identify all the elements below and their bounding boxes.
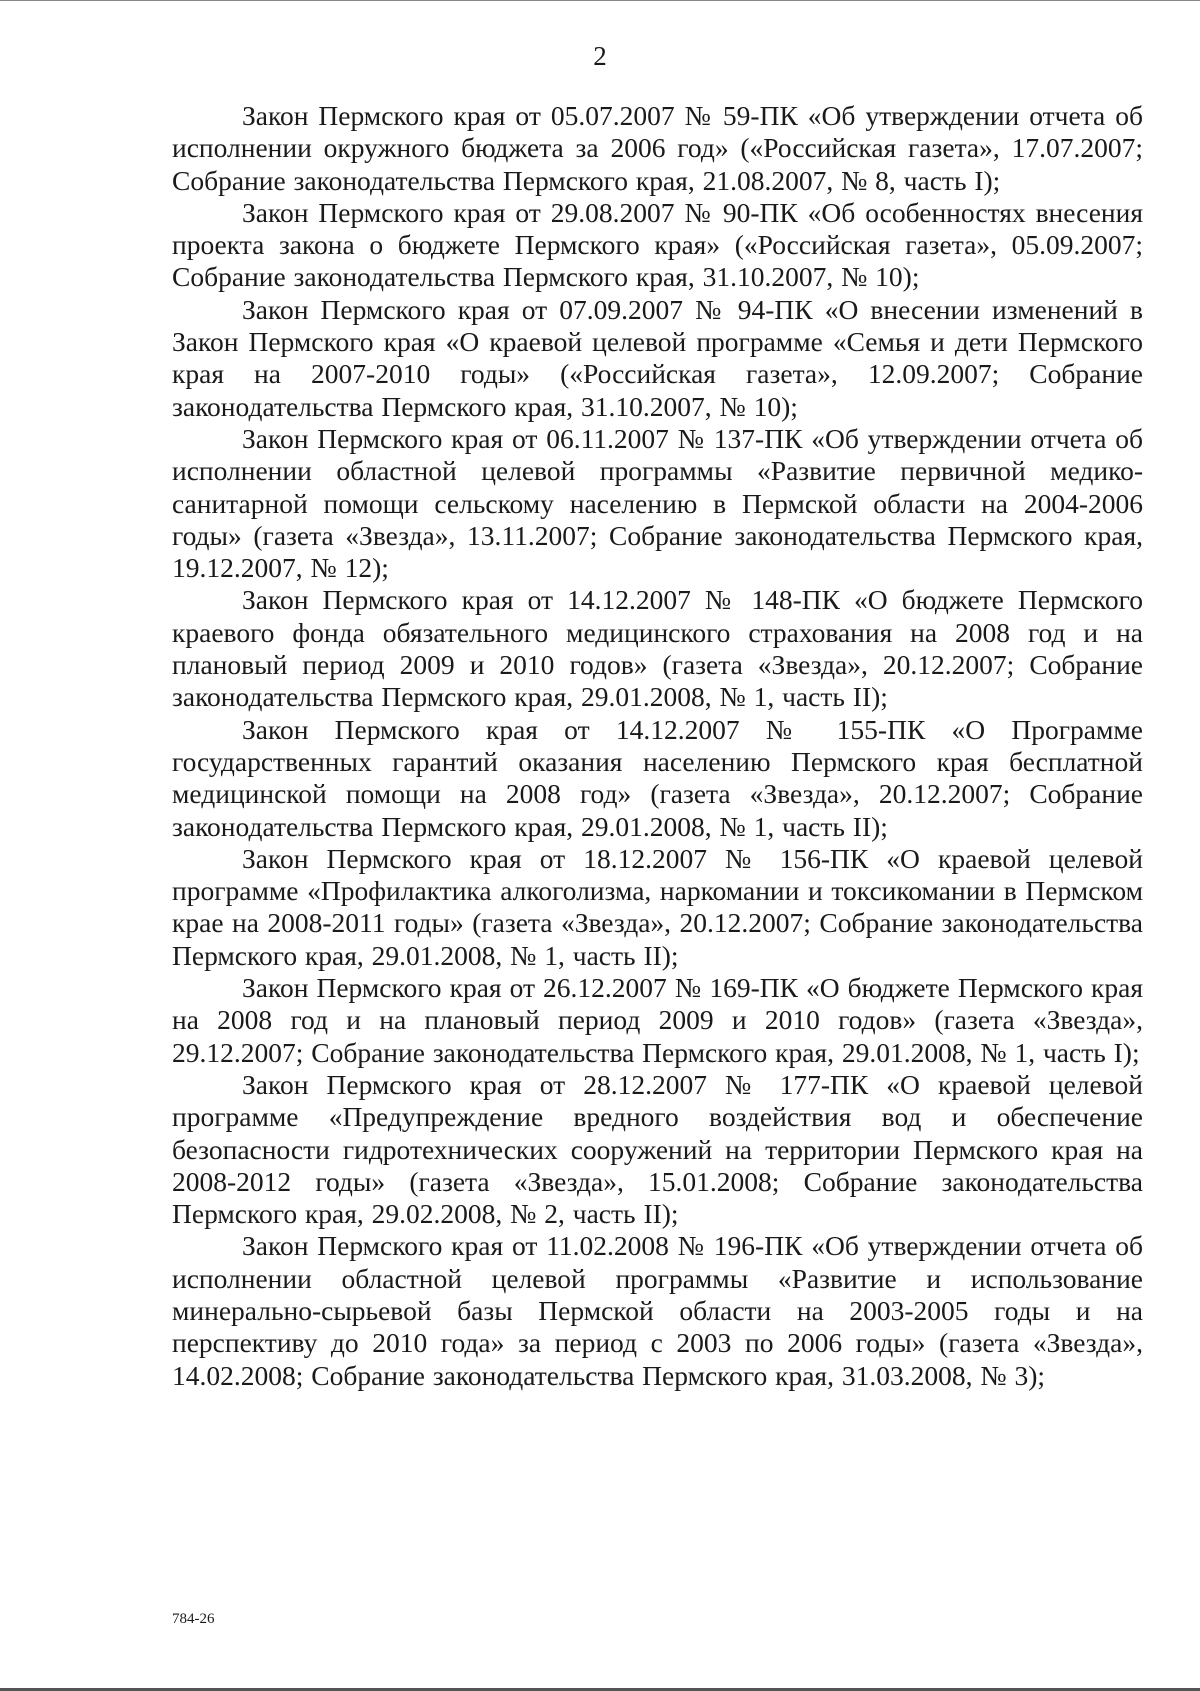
document-code: 784-26: [172, 1611, 215, 1627]
law-entry-148-pk: Закон Пермского края от 14.12.2007 № 148-ПК «О бюджете Пермского краевого фонда обязательного медицинского страхования на 2008 год и на плановый период 2009 и 2010 годов» (газета «Звезда», 20.12.2007; Собрание законодательства Пермского края, 29.01.2008, № 1, часть II);: [172, 584, 1143, 713]
law-entry-177-pk: Закон Пермского края от 28.12.2007 № 177-ПК «О краевой целевой программе «Предупреждение вредного воздействия вод и обеспечение безопасности гидротехнических сооружений на территории Пермского края на 2008-2012 годы» (газета «Звезда», 15.01.2008; Собрание законодательства Пермского края, 29.02.2008, № 2, часть II);: [172, 1068, 1143, 1230]
law-entry-90-pk: Закон Пермского края от 29.08.2007 № 90-ПК «Об особенностях внесения проекта закона о бюджете Пермского края» («Российская газета», 05.09.2007; Собрание законодательства Пермского края, 31.10.2007, № 10);: [172, 196, 1143, 293]
law-entry-169-pk: Закон Пермского края от 26.12.2007 № 169-ПК «О бюджете Пермского края на 2008 год и на плановый период 2009 и 2010 годов» (газета «Звезда», 29.12.2007; Собрание законодательства Пермского края, 29.01.2008, № 1, часть I);: [172, 972, 1143, 1068]
law-entry-137-pk: Закон Пермского края от 06.11.2007 № 137-ПК «Об утверждении отчета об исполнении областной целевой программы «Развитие первичной медико-санитарной помощи сельскому населению в Пермской области на 2004-2006 годы» (газета «Звезда», 13.11.2007; Собрание законодательства Пермского края, 19.12.2007, № 12);: [172, 422, 1143, 584]
page-number: 2: [593, 41, 607, 71]
law-entry-155-pk: Закон Пермского края от 14.12.2007 № 155-ПК «О Программе государственных гарантий оказания населению Пермского края бесплатной медицинской помощи на 2008 год» (газета «Звезда», 20.12.2007; Собрание законодательства Пермского края, 29.01.2008, № 1, часть II);: [172, 713, 1143, 842]
document-body: [172, 100, 1143, 1392]
law-entry-59-pk: Закон Пермского края от 05.07.2007 № 59-ПК «Об утверждении отчета об исполнении окружного бюджета за 2006 год» («Российская газета», 17.07.2007; Собрание законодательства Пермского края, 21.08.2007, № 8, часть I);: [172, 100, 1143, 196]
law-entry-196-pk: Закон Пермского края от 11.02.2008 № 196-ПК «Об утверждении отчета об исполнении областной целевой программы «Развитие и использование минерально-сырьевой базы Пермской области на 2003-2005 годы и на перспективу до 2010 года» за период с 2003 по 2006 годы» (газета «Звезда», 14.02.2008; Собрание законодательства Пермского края, 31.03.2008, № 3);: [172, 1230, 1143, 1391]
law-entry-156-pk: Закон Пермского края от 18.12.2007 № 156-ПК «О краевой целевой программе «Профилактика алкоголизма, наркомании и токсикомании в Пермском крае на 2008-2011 годы» (газета «Звезда», 20.12.2007; Собрание законодательства Пермского края, 29.01.2008, № 1, часть II);: [172, 842, 1143, 971]
scan-top-edge: [0, 0, 1200, 1]
law-entry-94-pk: Закон Пермского края от 07.09.2007 № 94-ПК «О внесении изменений в Закон Пермского края «О краевой целевой программе «Семья и дети Пермского края на 2007-2010 годы» («Российская газета», 12.09.2007; Собрание законодательства Пермского края, 31.10.2007, № 10);: [172, 293, 1143, 422]
